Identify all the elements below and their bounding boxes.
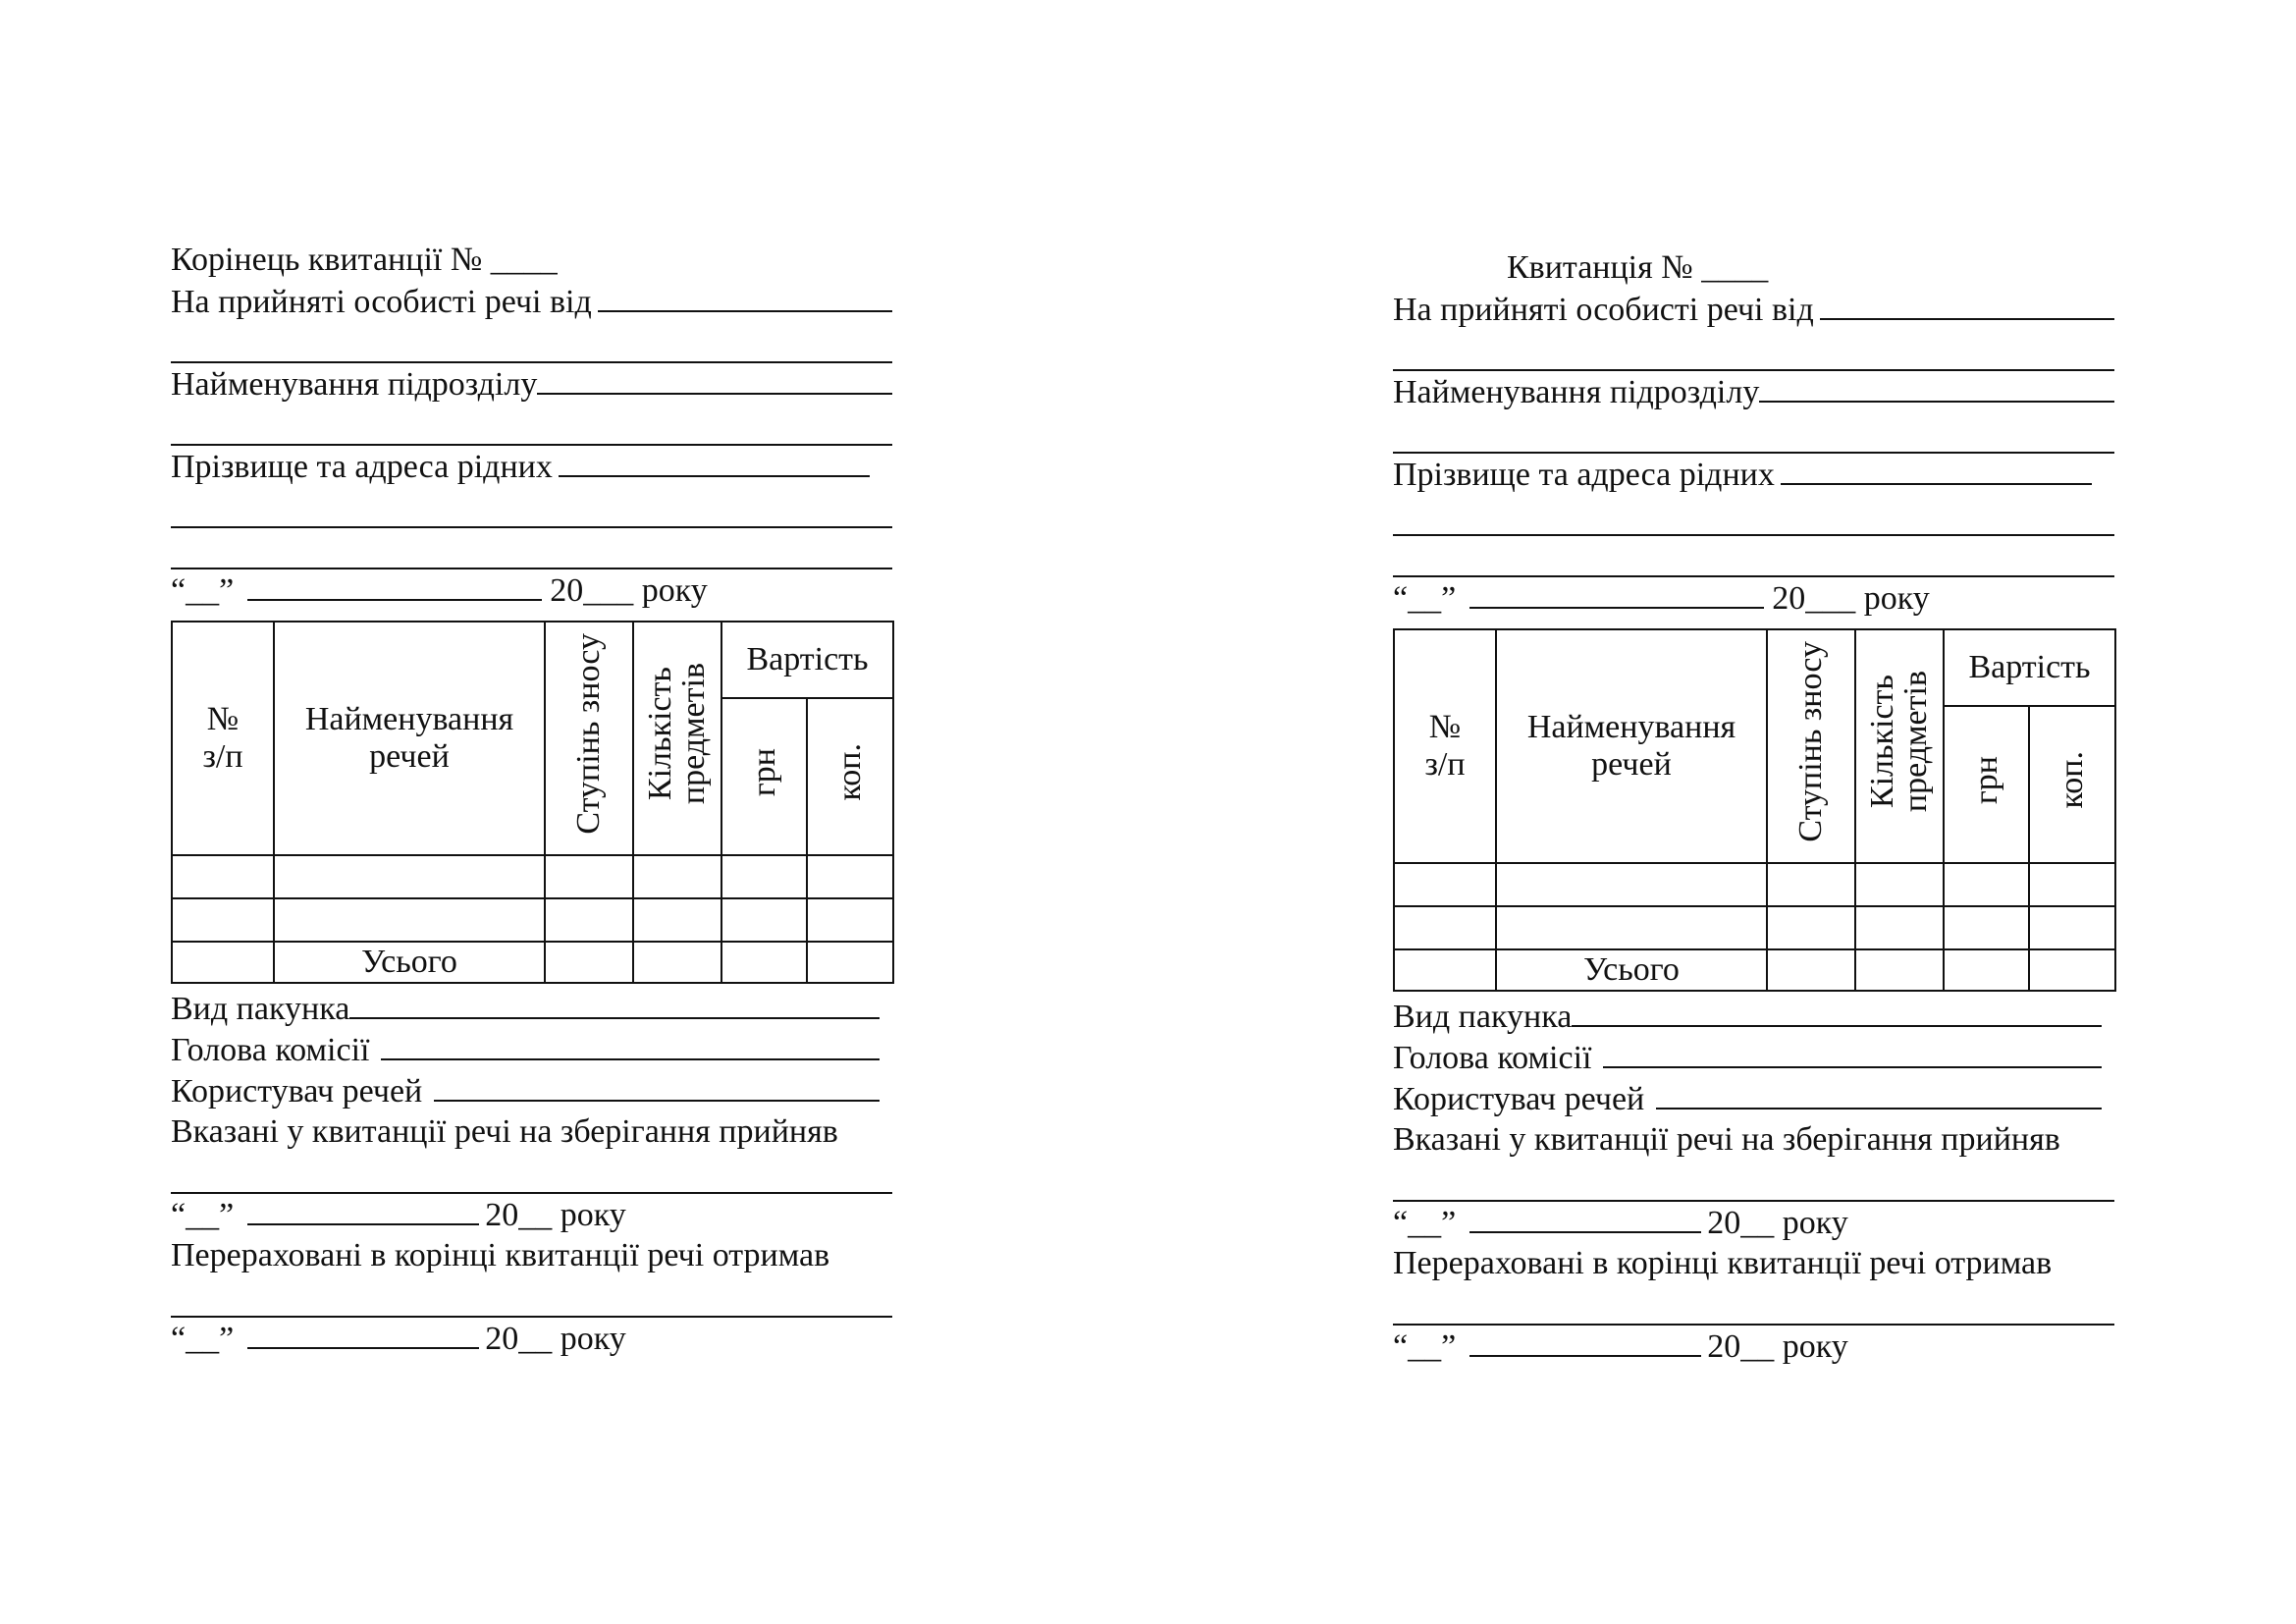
unit-name-label: Найменування підрозділу [171, 366, 538, 403]
table-cell[interactable] [1855, 949, 1944, 991]
col-uah-label: грн [1967, 755, 2004, 805]
blank-line[interactable] [1393, 330, 2114, 371]
accepted-from-row [1393, 289, 2114, 330]
table-row [1394, 863, 2115, 906]
blank-line[interactable] [171, 322, 892, 363]
date-month-field[interactable] [247, 1318, 479, 1349]
col-qty-label-1: Кількість [1864, 675, 1900, 809]
col-number-sublabel: з/п [202, 738, 243, 775]
relatives-field[interactable] [559, 446, 870, 477]
date-line [1393, 1202, 2114, 1243]
date-month-field[interactable] [1469, 577, 1764, 609]
table-cell[interactable] [2029, 949, 2115, 991]
col-uah-header [721, 698, 807, 855]
col-name-label: Найменування речей [304, 701, 514, 775]
col-qty-label [644, 663, 711, 804]
table-cell[interactable] [172, 898, 274, 942]
unit-name-field[interactable] [537, 363, 892, 395]
table-cell[interactable] [172, 855, 274, 898]
blank-line[interactable] [1393, 1284, 2114, 1326]
col-number-header [172, 622, 274, 855]
date-line [171, 1318, 892, 1359]
table-cell[interactable] [807, 898, 893, 942]
blank-line[interactable] [1393, 536, 2114, 577]
receipt-form [1393, 247, 2114, 1367]
blank-line[interactable] [171, 528, 892, 569]
date-year: 20___ року [1772, 580, 1930, 617]
total-label: Усього [274, 942, 545, 983]
table-cell[interactable] [633, 898, 721, 942]
table-cell[interactable] [2029, 906, 2115, 949]
chairman-field[interactable] [381, 1029, 880, 1060]
owner-field[interactable] [434, 1070, 880, 1102]
table-cell[interactable] [274, 898, 545, 942]
col-qty-header [633, 622, 721, 855]
date-line [1393, 577, 2114, 619]
table-cell[interactable] [1767, 863, 1855, 906]
date-month-field[interactable] [1469, 1202, 1701, 1233]
col-wear-label: Ступінь зносу [1792, 641, 1829, 842]
package-row [1393, 996, 2102, 1037]
table-cell[interactable] [1767, 906, 1855, 949]
blank-line[interactable] [1393, 495, 2114, 536]
relatives-row [1393, 454, 2092, 495]
table-cell[interactable] [1944, 906, 2029, 949]
stored-by-label: Вказані у квитанції речі на зберігання прийняв [171, 1113, 838, 1150]
table-cell[interactable] [1394, 949, 1496, 991]
date-year: 20__ року [485, 1197, 626, 1233]
col-uah-label: грн [745, 747, 782, 797]
package-label: Вид пакунка [1393, 999, 1573, 1035]
table-cell[interactable] [1767, 949, 1855, 991]
col-number-header [1394, 629, 1496, 863]
blank-line[interactable] [171, 487, 892, 528]
accepted-from-field[interactable] [1820, 289, 2114, 320]
date-month-field[interactable] [1469, 1326, 1701, 1357]
table-row [172, 855, 893, 898]
package-label: Вид пакунка [171, 991, 350, 1027]
table-cell[interactable] [1944, 863, 2029, 906]
table-cell[interactable] [2029, 863, 2115, 906]
table-cell[interactable] [545, 855, 633, 898]
table-cell[interactable] [1394, 906, 1496, 949]
col-name-header [1496, 629, 1767, 863]
date-day[interactable]: “__” [171, 1197, 235, 1233]
col-kop-label: коп. [831, 743, 868, 801]
table-cell[interactable] [807, 942, 893, 983]
relatives-label: Прізвище та адреса рідних [171, 449, 553, 485]
col-number-sublabel: з/п [1424, 746, 1466, 783]
relatives-field[interactable] [1781, 454, 2092, 485]
col-qty-label-2: предметів [1897, 671, 1934, 813]
date-year: 20__ року [1707, 1205, 1848, 1241]
relatives-row [171, 446, 870, 487]
blank-line[interactable] [171, 405, 892, 446]
date-day[interactable]: “__” [1393, 580, 1457, 617]
date-year: 20___ року [550, 572, 708, 609]
col-wear-label: Ступінь зносу [570, 633, 607, 835]
date-month-field[interactable] [247, 1194, 479, 1225]
unit-name-row [171, 363, 892, 405]
table-cell[interactable] [545, 942, 633, 983]
accepted-from-field[interactable] [598, 281, 892, 312]
table-cell[interactable] [721, 942, 807, 983]
owner-row [171, 1070, 880, 1111]
form-title: Квитанція № ____ [1507, 249, 1769, 286]
table-cell[interactable] [1855, 906, 1944, 949]
unit-name-label: Найменування підрозділу [1393, 374, 1760, 410]
accepted-from-label: На прийняті особисті речі від [1393, 292, 1814, 328]
date-line [171, 569, 892, 611]
date-year: 20__ року [485, 1321, 626, 1357]
receipt-stub-form [171, 240, 892, 1359]
table-total-row [172, 942, 893, 983]
col-value-header [721, 622, 893, 698]
table-cell[interactable] [721, 898, 807, 942]
blank-line[interactable] [171, 1276, 892, 1318]
chairman-field[interactable] [1603, 1037, 2102, 1068]
table-cell[interactable] [172, 942, 274, 983]
date-day[interactable]: “__” [171, 1321, 235, 1357]
col-number-label: № [206, 701, 240, 737]
table-cell[interactable] [633, 855, 721, 898]
chairman-label: Голова комісії [1393, 1040, 1592, 1076]
accepted-from-label: На прийняті особисті речі від [171, 284, 592, 320]
table-row [1394, 906, 2115, 949]
col-qty-label-1: Кількість [642, 667, 678, 801]
accepted-from-row [171, 281, 892, 322]
chairman-row [1393, 1037, 2102, 1078]
owner-field[interactable] [1656, 1078, 2102, 1110]
table-cell[interactable] [807, 855, 893, 898]
table-cell[interactable] [1944, 949, 2029, 991]
col-qty-label-2: предметів [675, 663, 712, 805]
owner-label: Користувач речей [1393, 1081, 1645, 1117]
date-month-field[interactable] [247, 569, 542, 601]
total-label: Усього [1496, 949, 1767, 991]
col-kop-header [807, 698, 893, 855]
col-value-header [1944, 629, 2115, 706]
table-cell[interactable] [1496, 863, 1767, 906]
table-row [172, 898, 893, 942]
form-title: Корінець квитанції № ____ [171, 242, 558, 278]
received-label: Перераховані в корінці квитанції речі отримав [171, 1237, 830, 1273]
table-cell[interactable] [1394, 863, 1496, 906]
col-value-label: Вартість [1968, 649, 2091, 685]
received-label: Перераховані в корінці квитанції речі отримав [1393, 1245, 2053, 1281]
col-number-label: № [1428, 709, 1462, 745]
col-kop-header [2029, 706, 2115, 863]
package-field[interactable] [1572, 996, 2102, 1027]
table-cell[interactable] [545, 898, 633, 942]
table-cell[interactable] [721, 855, 807, 898]
stored-by-label: Вказані у квитанції речі на зберігання прийняв [1393, 1121, 2060, 1158]
package-row [171, 988, 880, 1029]
owner-row [1393, 1078, 2102, 1119]
blank-line[interactable] [1393, 412, 2114, 454]
blank-line[interactable] [171, 1153, 892, 1194]
table-total-row [1394, 949, 2115, 991]
date-day[interactable]: “__” [171, 572, 235, 609]
blank-line[interactable] [1393, 1161, 2114, 1202]
chairman-row [171, 1029, 880, 1070]
col-name-header [274, 622, 545, 855]
table-cell[interactable] [274, 855, 545, 898]
date-line [1393, 1326, 2114, 1367]
date-day[interactable]: “__” [1393, 1205, 1457, 1241]
table-cell[interactable] [633, 942, 721, 983]
relatives-label: Прізвище та адреса рідних [1393, 457, 1775, 493]
items-table [1393, 628, 2116, 992]
date-line [171, 1194, 892, 1235]
package-field[interactable] [349, 988, 880, 1019]
unit-name-row [1393, 371, 2114, 412]
chairman-label: Голова комісії [171, 1032, 370, 1068]
col-uah-header [1944, 706, 2029, 863]
col-wear-header [1767, 629, 1855, 863]
table-cell[interactable] [1855, 863, 1944, 906]
table-cell[interactable] [1496, 906, 1767, 949]
col-qty-label [1866, 671, 1933, 812]
col-name-label: Найменування речей [1526, 709, 1736, 783]
date-year: 20__ року [1707, 1328, 1848, 1365]
items-table [171, 621, 894, 984]
col-qty-header [1855, 629, 1944, 863]
owner-label: Користувач речей [171, 1073, 423, 1110]
date-day[interactable]: “__” [1393, 1328, 1457, 1365]
col-wear-header [545, 622, 633, 855]
col-value-label: Вартість [746, 641, 869, 677]
col-kop-label: коп. [2054, 751, 2090, 809]
unit-name-field[interactable] [1759, 371, 2114, 403]
